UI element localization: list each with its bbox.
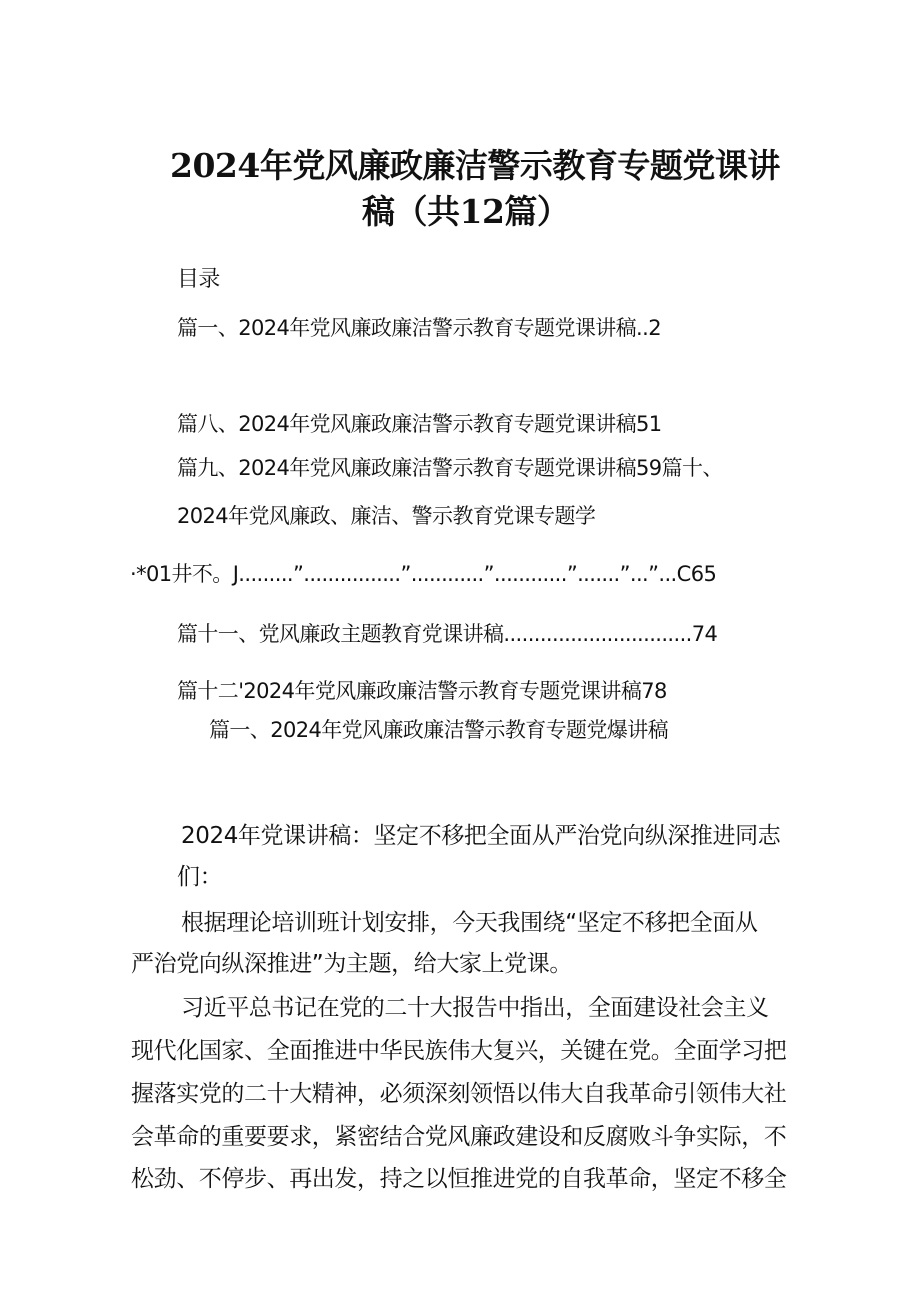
body-line: 们： (177, 864, 223, 890)
body-line: 松劲、不停步、再出发，持之以恒推进党的自我革命，坚定不移全 (131, 1166, 787, 1192)
section-heading: 篇一、2024年党风廉政廉洁警示教育专题党爆讲稿 (209, 718, 669, 742)
document-title-line-2: 稿（共12篇） (362, 192, 570, 231)
body-line: 会革命的重要要求，紧密结合党风廉政建设和反腐败斗争实际，不 (131, 1124, 787, 1150)
body-line: 严治党向纵深推进”为主题，给大家上党课。 (131, 951, 572, 977)
body-line: 习近平总书记在党的二十大报告中指出，全面建设社会主义 (181, 995, 769, 1021)
toc-item-1[interactable]: 篇一、2024年党风廉政廉洁警示教育专题党课讲稿..2 (177, 316, 661, 340)
toc-item-12[interactable]: 篇十二'2024年党风廉政廉洁警示教育专题党课讲稿78 (177, 679, 667, 703)
body-line: 握落实党的二十大精神，必须深刻领悟以伟大自我革命引领伟大社 (131, 1081, 787, 1107)
toc-heading: 目录 (177, 267, 220, 292)
document-title-line-1: 2024年党风廉政廉洁警示教育专题党课讲 (170, 146, 780, 185)
toc-item-11[interactable]: 篇十一、党风廉政主题教育党课讲稿...............................74 (177, 622, 718, 646)
toc-item-10[interactable]: 2024年党风廉政、廉洁、警示教育党课专题学 (177, 504, 596, 528)
toc-item-9[interactable]: 篇九、2024年党风廉政廉洁警示教育专题党课讲稿59篇十、 (177, 456, 723, 480)
body-line: 现代化国家、全面推进中华民族伟大复兴，关键在党。全面学习把 (131, 1038, 787, 1064)
body-line: 2024年党课讲稿：坚定不移把全面从严治党向纵深推进同志 (181, 823, 781, 849)
toc-item-8[interactable]: 篇八、2024年党风廉政廉洁警示教育专题党课讲稿51 (177, 412, 662, 436)
toc-item-10-continuation[interactable]: ·*01井不。J.........”................”............”............”.......”...”...C65 (130, 562, 717, 586)
body-line: 根据理论培训班计划安排，今天我围绕“坚定不移把全面从 (181, 910, 758, 936)
